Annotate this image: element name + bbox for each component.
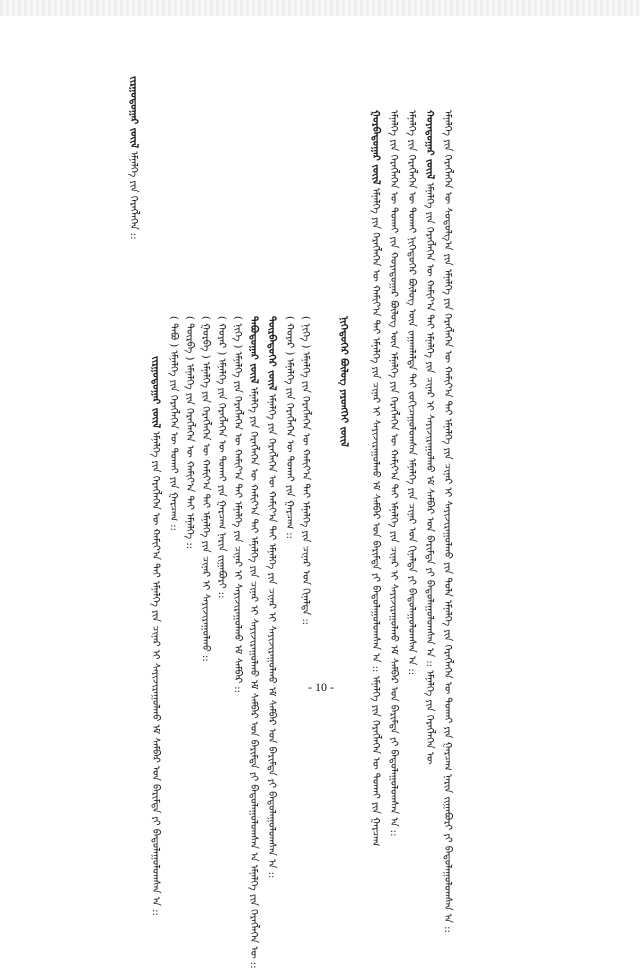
column-text: ᠡᠮᠨᠡᠯᠭᠡ ᠶᠢᠨ ᠬᠡᠷᠡᠭᠯᠡᠭᠡᠨ ᠦ ᠬᠠᠮᠢᠶ᠎ᠠ ᠲᠠᠢ ᠡᠮᠨᠡᠯᠭᠡ ᠶᠢᠨ ᠴᠢᠨᠠᠷ ᠢ ᠰᠠᠶᠢᠵᠢᠷᠠᠭᠤᠯᠬᠤ ᠡᠮ ᠰᠠᠮᠪᠠᠷ ᠤᠨ ᠪᠠᠷᠢᠮᠲᠠ ᠶᠢ ᠪᠠᠲᠤᠯᠠᠭᠤᠯᠤᠭᠰᠠᠨ ᠠ :: xyxy=(150,431,161,916)
article-lead: ᠲᠠᠪᠤᠳᠤᠭᠠᠷ ᠵᠦᠢᠯ xyxy=(248,316,259,384)
column-text: ( ᠬᠤᠶᠠᠷ ) ᠡᠮᠨᠡᠯᠭᠡ ᠶᠢᠨ ᠬᠡᠷᠡᠭᠯᠡᠭᠡᠨ ᠦ ᠲᠤᠬᠠᠢ ᠶᠢᠨ ᠭᠠᠷᠴᠠᠭ :: xyxy=(284,316,295,540)
column-text: ᠡᠮᠨᠡᠯᠭᠡ ᠶᠢᠨ ᠬᠡᠷᠡᠭᠯᠡᠭᠡᠨ ᠦ ᠲᠤᠬᠠᠢ ᠨᠢᠭᠡᠳᠦᠭᠡᠷ ᠪᠦᠯᠦᠭ ᠦᠨ ᠵᠠᠭᠠᠭᠯᠠᠯᠲᠠ ᠲᠠᠢ ᠵᠤᠬᠢᠴᠠᠭᠤᠯᠤᠭᠰᠠᠨ ᠡᠮᠨᠡᠯᠭᠡ ᠶᠢᠨ ᠴᠢᠨᠠᠷ ᠤᠨ ᠬᠢᠨᠠᠯᠲᠠ ᠶᠢ ᠪᠠᠲᠤᠯᠠᠭᠤᠯᠤᠭᠰᠠᠨ ᠠ :: xyxy=(406,110,417,676)
text-column xyxy=(232,316,243,694)
text-column xyxy=(168,316,179,531)
document-page xyxy=(0,16,640,969)
text-column xyxy=(424,110,435,765)
text-column xyxy=(300,316,311,626)
heading-text: ᠨᠢᠭᠡᠳᠦᠭᠡᠷ ᠪᠦᠯᠦᠭ ᠶᠡᠷᠦᠩᠬᠡᠢ ᠵᠦᠢᠯ xyxy=(338,316,349,447)
text-column xyxy=(284,316,295,540)
column-text: ( ᠲᠠᠪᠤ ) ᠡᠮᠨᠡᠯᠭᠡ ᠶᠢᠨ ᠬᠡᠷᠡᠭᠯᠡᠭᠡᠨ ᠦ ᠲᠤᠬᠠᠢ ᠶᠢᠨ ᠭᠠᠷᠴᠠᠭ :: xyxy=(168,316,179,531)
text-column xyxy=(150,356,161,916)
text-column xyxy=(128,76,139,516)
text-column xyxy=(442,110,453,933)
column-text: ᠡᠮᠨᠡᠯᠭᠡ ᠶᠢᠨ ᠬᠡᠷᠡᠭᠯᠡᠭᠡᠨ ᠦ ᠬᠠᠮᠢᠶ᠎ᠠ ᠲᠠᠢ ᠡᠮᠨᠡᠯᠭᠡ ᠶᠢᠨ ᠴᠢᠨᠠᠷ ᠢ ᠰᠠᠶᠢᠵᠢᠷᠠᠭᠤᠯᠬᠤ ᠡᠮ ᠰᠠᠮᠪᠠᠷ ᠤᠨ ᠪᠠᠷᠢᠮᠲᠠ ᠶᠢ ᠪᠠᠲᠤᠯᠠᠭᠤᠯᠤᠭᠰᠠᠨ ᠠ ᠡᠮᠨᠡᠯᠭᠡ ᠶᠢᠨ ᠬᠡᠷᠡᠭᠯᠡᠭᠡᠨ ᠦ :: xyxy=(248,386,259,969)
text-column xyxy=(248,316,259,969)
text-column xyxy=(370,110,381,847)
article-lead: ᠵᠢᠷᠭᠤᠳᠤᠭᠠᠷ ᠵᠦᠢᠯ xyxy=(128,76,139,149)
article-lead: ᠳᠦᠷᠪᠡᠳᠦᠭᠡᠷ ᠵᠦᠢᠯ xyxy=(266,316,277,391)
column-text: ᠡᠮᠨᠡᠯᠭᠡ ᠶᠢᠨ ᠬᠡᠷᠡᠭᠯᠡᠭᠡᠨ ᠦ ᠬᠠᠮᠢᠶ᠎ᠠ ᠲᠠᠢ ᠡᠮᠨᠡᠯᠭᠡ ᠶᠢᠨ ᠴᠢᠨᠠᠷ ᠢ ᠰᠠᠶᠢᠵᠢᠷᠠᠭᠤᠯᠬᠤ ᠡᠮ ᠰᠠᠮᠪᠠᠷ ᠤᠨ ᠪᠠᠷᠢᠮᠲᠠ ᠶᠢ ᠪᠠᠲᠤᠯᠠᠭᠤᠯᠤᠭᠰᠠᠨ ᠠ :: ᠡᠮᠨᠡᠯᠭᠡ ᠶᠢᠨ ᠬᠡᠷᠡᠭᠯᠡᠭᠡᠨ ᠦ xyxy=(424,182,435,765)
article-lead: ᠬᠤᠶᠠᠳᠤᠭᠠᠷ ᠵᠦᠢᠯ xyxy=(424,110,435,180)
column-text: ( ᠭᠤᠷᠪᠠ ) ᠡᠮᠨᠡᠯᠭᠡ ᠶᠢᠨ ᠬᠡᠷᠡᠭᠯᠡᠭᠡᠨ ᠦ ᠬᠠᠮᠢᠶ᠎ᠠ ᠲᠠᠢ ᠡᠮᠨᠡᠯᠭᠡ ᠶᠢᠨ ᠴᠢᠨᠠᠷ ᠢ ᠰᠠᠶᠢᠵᠢᠷᠠᠭᠤᠯᠬᠤ :: xyxy=(200,316,211,662)
text-column xyxy=(406,110,417,676)
article-lead: ᠭᠤᠷᠪᠠᠳᠤᠭᠠᠷ ᠵᠦᠢᠯ xyxy=(370,110,381,185)
article-lead: ᠵᠢᠷᠭᠤᠳᠤᠭᠠᠷ ᠵᠦᠢᠯ xyxy=(150,356,161,429)
column-text: ( ᠬᠤᠶᠠᠷ ) ᠡᠮᠨᠡᠯᠭᠡ ᠶᠢᠨ ᠬᠡᠷᠡᠭᠯᠡᠭᠡᠨ ᠦ ᠲᠤᠬᠠᠢ ᠶᠢᠨ ᠭᠠᠷᠴᠠᠭ ᠨᠠᠷᠢᠨ ᠵᠢᠭᠠᠪᠤᠷᠢ :: xyxy=(216,316,227,599)
column-text: ᠡᠮᠨᠡᠯᠭᠡ ᠶᠢᠨ ᠬᠡᠷᠡᠭᠯᠡᠭᠡᠨ ᠦ ᠬᠠᠮᠢᠶ᠎ᠠ ᠲᠠᠢ ᠡᠮᠨᠡᠯᠭᠡ ᠶᠢᠨ ᠴᠢᠨᠠᠷ ᠢ ᠰᠠᠶᠢᠵᠢᠷᠠᠭᠤᠯᠬᠤ ᠡᠮ ᠰᠠᠮᠪᠠᠷ ᠤᠨ ᠪᠠᠷᠢᠮᠲᠠ ᠶᠢ ᠪᠠᠲᠤᠯᠠᠭᠤᠯᠤᠭᠰᠠᠨ ᠠ :: xyxy=(266,393,277,879)
column-text: ᠡᠮᠨᠡᠯᠭᠡ ᠶᠢᠨ ᠬᠡᠷᠡᠭᠯᠡᠭᠡᠨ ᠦ ᠲᠤᠬᠠᠢ ᠶᠢᠨ ᠬᠤᠶᠠᠳᠤᠭᠠᠷ ᠪᠦᠯᠦᠭ ᠦᠨ ᠡᠮᠨᠡᠯᠭᠡ ᠶᠢᠨ ᠬᠡᠷᠡᠭᠯᠡᠭᠡᠨ ᠦ ᠬᠠᠮᠢᠶ᠎ᠠ ᠲᠠᠢ ᠡᠮᠨᠡᠯᠭᠡ ᠶᠢᠨ ᠴᠢᠨᠠᠷ ᠢ ᠰᠠᠶᠢᠵᠢᠷᠠᠭᠤᠯᠬᠤ ᠡᠮ ᠰᠠᠮᠪᠠᠷ ᠤᠨ ᠪᠠᠷᠢᠮᠲᠠ ᠶᠢ ᠪᠠᠲᠤᠯᠠᠭᠤᠯᠤᠭᠰᠠᠨ ᠠ :: xyxy=(388,110,399,837)
text-column xyxy=(266,316,277,879)
section-heading xyxy=(338,316,349,451)
column-text: ᠡᠮᠨᠡᠯᠭᠡ ᠶᠢᠨ ᠬᠡᠷᠡᠭᠯᠡᠭᠡᠨ :: xyxy=(128,151,139,240)
column-text: ( ᠳᠦᠷᠪᠡ ) ᠡᠮᠨᠡᠯᠭᠡ ᠶᠢᠨ ᠬᠡᠷᠡᠭᠯᠡᠭᠡᠨ ᠦ ᠬᠠᠮᠢᠶ᠎ᠠ ᠲᠠᠢ ᠡᠮᠨᠡᠯᠭᠡ :: xyxy=(184,316,195,550)
page-number: - 10 - xyxy=(308,680,334,694)
column-text: ( ᠨᠢᠭᠡ ) ᠡᠮᠨᠡᠯᠭᠡ ᠶᠢᠨ ᠬᠡᠷᠡᠭᠯᠡᠭᠡᠨ ᠦ ᠬᠠᠮᠢᠶ᠎ᠠ ᠲᠠᠢ ᠡᠮᠨᠡᠯᠭᠡ ᠶᠢᠨ ᠴᠢᠨᠠᠷ ᠢ ᠰᠠᠶᠢᠵᠢᠷᠠᠭᠤᠯᠬᠤ ᠡᠮ ᠰᠠᠮᠪᠠᠷ :: xyxy=(232,316,243,694)
text-column xyxy=(184,316,195,550)
text-column xyxy=(216,316,227,599)
column-text: ᠡᠮᠨᠡᠯᠭᠡ ᠶᠢᠨ ᠬᠡᠷᠡᠭᠯᠡᠭᠡᠨ ᠦ ᠰᠤᠳᠤᠯᠭ᠎ᠠ ᠶᠢᠨ ᠡᠮᠨᠡᠯᠭᠡ ᠶᠢᠨ ᠬᠡᠷᠡᠭᠯᠡᠭᠡᠨ ᠦ ᠬᠠᠮᠢᠶ᠎ᠠ ᠲᠠᠢ ᠡᠮᠨᠡᠯᠭᠡ ᠶᠢᠨ ᠴᠢᠨᠠᠷ ᠢ ᠰᠠᠶᠢᠵᠢᠷᠠᠭᠤᠯᠬᠤ ᠶᠢᠨ ᠲᠤᠯᠠ ᠡᠮᠨᠡᠯᠭᠡ ᠶᠢᠨ ᠬᠡᠷᠡᠭᠯᠡᠭᠡᠨ ᠦ ᠲᠤᠬᠠᠢ ᠶᠢᠨ ᠭᠠᠷᠴᠠᠭ ᠨᠠᠷᠢᠨ ᠵᠢᠭᠠᠪᠤᠷᠢ ᠶᠢ ᠪᠠᠲᠤᠯᠠᠭᠤᠯᠤᠭᠰᠠᠨ ᠠ :: xyxy=(442,110,453,933)
text-column xyxy=(388,110,399,837)
text-column xyxy=(200,316,211,662)
scan-edge-strip xyxy=(0,0,640,16)
column-text: ᠡᠮᠨᠡᠯᠭᠡ ᠶᠢᠨ ᠬᠡᠷᠡᠭᠯᠡᠭᠡᠨ ᠦ ᠬᠠᠮᠢᠶ᠎ᠠ ᠲᠠᠢ ᠡᠮᠨᠡᠯᠭᠡ ᠶᠢᠨ ᠴᠢᠨᠠᠷ ᠢ ᠰᠠᠶᠢᠵᠢᠷᠠᠭᠤᠯᠬᠤ ᠡᠮ ᠰᠠᠮᠪᠠᠷ ᠤᠨ ᠪᠠᠷᠢᠮᠲᠠ ᠶᠢ ᠪᠠᠲᠤᠯᠠᠭᠤᠯᠤᠭᠰᠠᠨ ᠠ :: ᠡᠮᠨᠡᠯᠭᠡ ᠶᠢᠨ ᠬᠡᠷᠡᠭᠯᠡᠭᠡᠨ ᠦ ᠲᠤᠬᠠᠢ ᠶᠢᠨ ᠭᠠᠷᠴᠠᠭ xyxy=(370,187,381,847)
column-text: ( ᠨᠢᠭᠡ ) ᠡᠮᠨᠡᠯᠭᠡ ᠶᠢᠨ ᠬᠡᠷᠡᠭᠯᠡᠭᠡᠨ ᠦ ᠬᠠᠮᠢᠶ᠎ᠠ ᠲᠠᠢ ᠡᠮᠨᠡᠯᠭᠡ ᠶᠢᠨ ᠴᠢᠨᠠᠷ ᠤᠨ ᠬᠢᠨᠠᠯᠲᠠ :: xyxy=(300,316,311,626)
